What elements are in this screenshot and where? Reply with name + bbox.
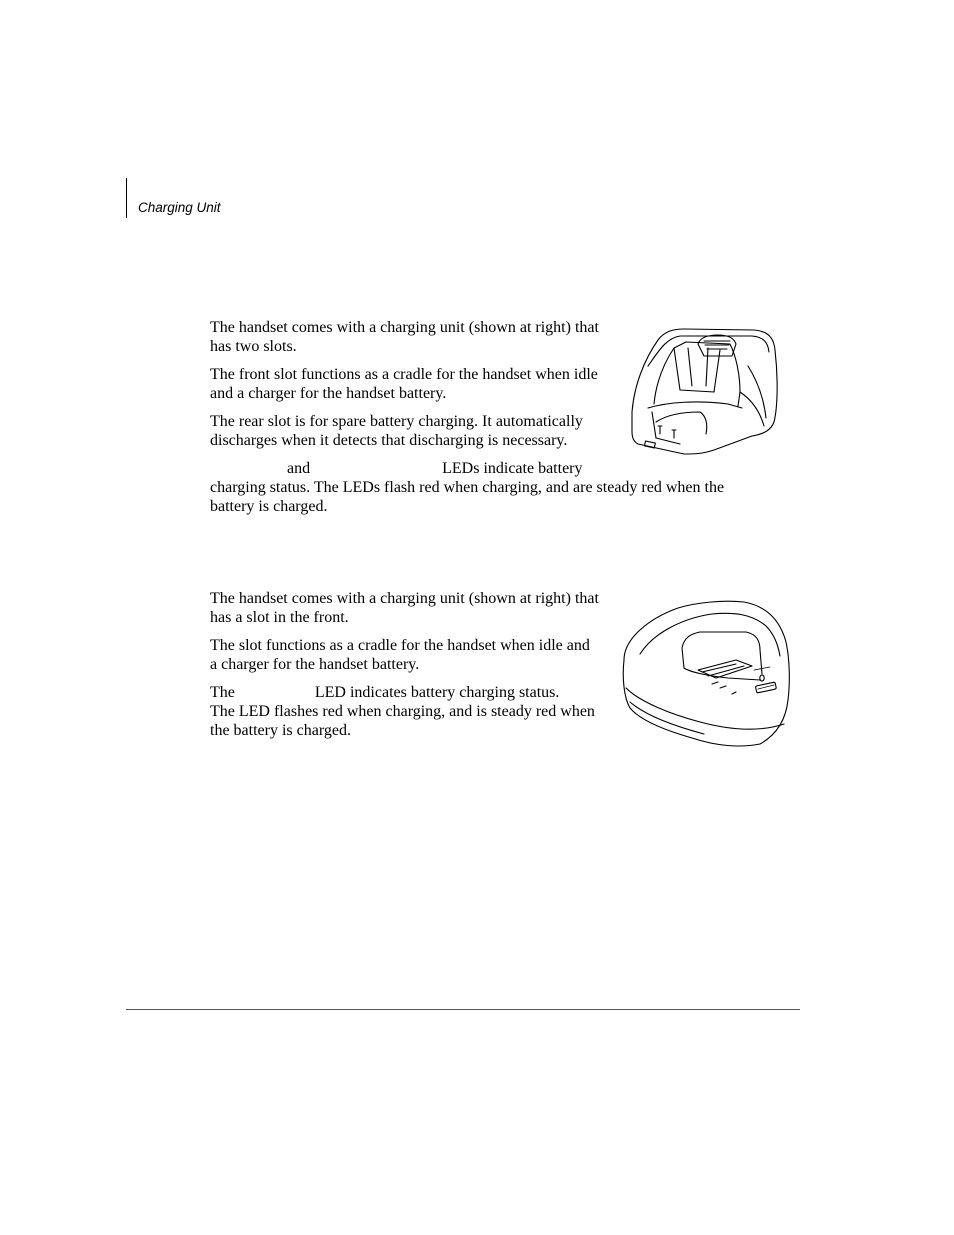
running-head: Charging Unit [138,200,221,215]
two-slot-charger-illustration [628,326,780,456]
two-slot-paragraph-2: The front slot functions as a cradle for the handset when idle and a charger for the handset battery. [210,366,598,402]
single-slot-paragraph-3 [210,683,600,740]
single-slot-status-text: The LED flashes red when charging, and is steady red when the battery is charged. [210,703,595,739]
two-slot-paragraph-1: The handset comes with a charging unit (shown at right) that has two slots. [210,319,599,355]
header-rule [126,178,127,218]
two-slot-paragraph-3: The rear slot is for spare battery charging. It automatically discharges when it detects that discharging is necessary. [210,413,583,449]
two-slot-status-text: charging status. The LEDs flash red when charging, and are steady red when the battery is charged. [210,479,725,515]
single-slot-section [210,589,600,749]
two-slot-and-text: and [287,460,311,477]
two-slot-leds-text: LEDs indicate battery [442,460,583,477]
footer-rule [126,1009,800,1010]
single-slot-paragraph-2: The slot functions as a cradle for the handset when idle and a charger for the handset battery. [210,637,590,673]
single-slot-the-text: The [210,684,235,701]
two-slot-paragraph-4 [210,459,762,516]
single-slot-charger-illustration [620,598,790,748]
single-slot-paragraph-1: The handset comes with a charging unit (shown at right) that has a slot in the front. [210,590,599,626]
single-slot-led-text: LED indicates battery charging status. [314,684,560,701]
